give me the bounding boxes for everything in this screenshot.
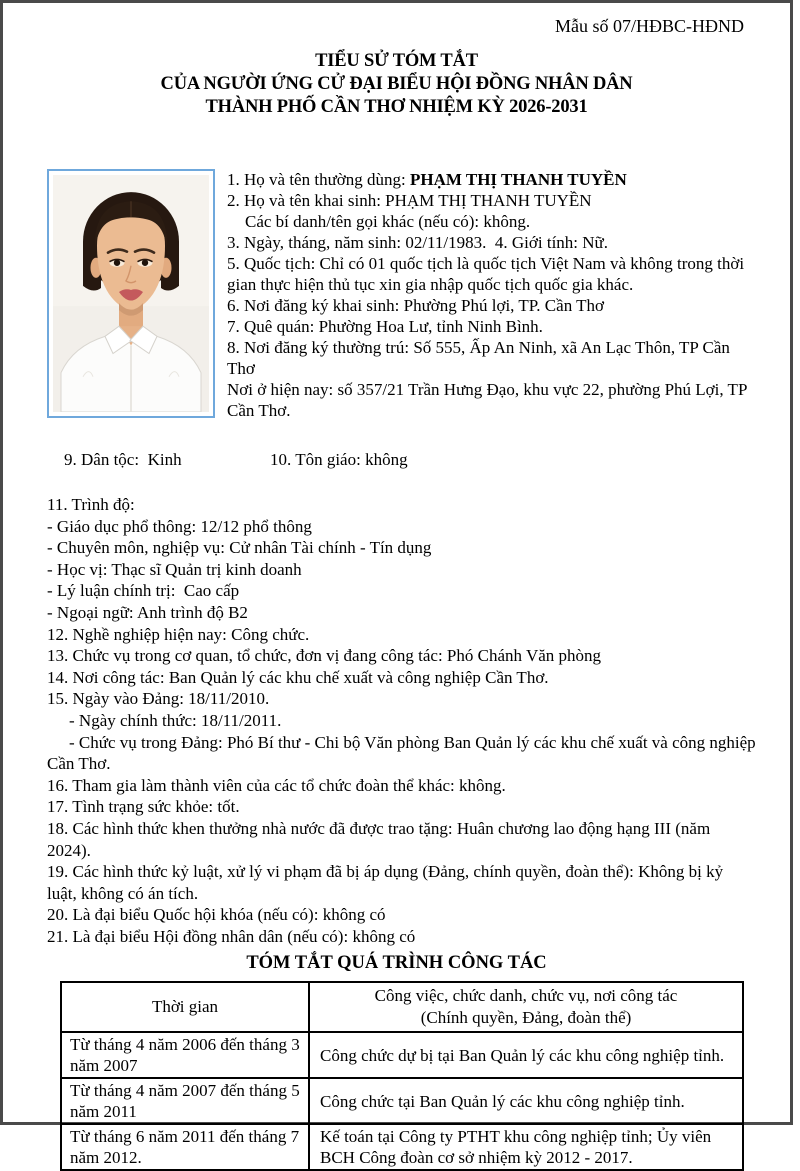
work-period-cell: Từ tháng 6 năm 2011 đến tháng 7 năm 2012. xyxy=(61,1124,309,1170)
work-history-header-row xyxy=(61,982,743,1032)
common-name-value: PHẠM THỊ THANH TUYỀN xyxy=(410,170,627,189)
detail-line: - Giáo dục phổ thông: 12/12 phổ thông xyxy=(47,516,312,536)
photo-frame xyxy=(47,169,215,418)
ethnicity-religion-line xyxy=(47,427,756,493)
religion-item: 10. Tôn giáo: không xyxy=(270,450,408,469)
detail-line: 20. Là đại biểu Quốc hội khóa (nếu có): không có xyxy=(47,905,386,925)
info-item-5: 5. Quốc tịch: Chỉ có 01 quốc tịch là quốc tịch Việt Nam và không trong thời gian thực hiện thủ tục xin gia nhập quốc tịch quốc gia khác. xyxy=(227,254,749,294)
info-item-8-current: Nơi ở hiện nay: số 357/21 Trần Hưng Đạo, khu vực 22, phường Phú Lợi, TP Cần Thơ. xyxy=(227,380,752,420)
work-role-header-line1: Công việc, chức danh, chức vụ, nơi công tác xyxy=(374,986,678,1006)
detail-line: - Chức vụ trong Đảng: Phó Bí thư - Chi bộ Văn phòng Ban Quản lý các khu chế xuất và công nghiệp Cần Thơ. xyxy=(47,732,760,774)
detail-line: 21. Là đại biểu Hội đồng nhân dân (nếu có): không có xyxy=(47,926,416,946)
personal-info xyxy=(227,169,756,421)
detail-line: 11. Trình độ: xyxy=(47,495,135,514)
top-section xyxy=(47,169,756,421)
document-title-line1: TIỂU SỬ TÓM TẮT xyxy=(315,51,478,71)
detail-line: 15. Ngày vào Đảng: 18/11/2010. xyxy=(47,689,270,709)
info-item-2-alias: Các bí danh/tên gọi khác (nếu có): không. xyxy=(245,212,531,231)
detail-line: 16. Tham gia làm thành viên của các tổ chức đoàn thể khác: không. xyxy=(47,775,506,795)
candidate-photo xyxy=(53,175,209,412)
info-item-3-4: 3. Ngày, tháng, năm sinh: 02/11/1983. 4. Giới tính: Nữ. xyxy=(227,233,609,252)
work-time-header: Thời gian xyxy=(61,982,309,1032)
info-item-7: 7. Quê quán: Phường Hoa Lư, tỉnh Ninh Bình. xyxy=(227,317,543,336)
detail-line: 13. Chức vụ trong cơ quan, tổ chức, đơn vị đang công tác: Phó Chánh Văn phòng xyxy=(47,646,602,666)
detail-line: 17. Tình trạng sức khỏe: tốt. xyxy=(47,797,240,817)
ethnicity-item: 9. Dân tộc: Kinh xyxy=(64,450,182,469)
detail-line: 18. Các hình thức khen thưởng nhà nước đã được trao tặng: Huân chương lao động hạng III (năm 2024). xyxy=(47,818,715,860)
info-item-8: 8. Nơi đăng ký thường trú: Số 555, Ấp An Ninh, xã An Lạc Thôn, TP Cần Thơ xyxy=(227,338,734,378)
detail-line: 14. Nơi công tác: Ban Quản lý các khu chế xuất và công nghiệp Cần Thơ. xyxy=(47,667,549,687)
work-history-body xyxy=(61,1032,743,1170)
detail-line: - Ngày chính thức: 18/11/2011. xyxy=(69,710,282,730)
work-history-table xyxy=(60,981,744,1171)
detail-line: - Lý luận chính trị: Cao cấp xyxy=(47,581,240,601)
detail-line: 12. Nghề nghiệp hiện nay: Công chức. xyxy=(47,624,310,644)
info-item-1-label: 1. Họ và tên thường dùng: xyxy=(227,170,410,189)
work-history-row xyxy=(61,1124,743,1170)
form-code: Mẫu số 07/HĐBC-HĐND xyxy=(555,16,744,36)
document-title-line2: CỦA NGƯỜI ỨNG CỬ ĐẠI BIỂU HỘI ĐỒNG NHÂN DÂN xyxy=(160,74,633,94)
work-role-cell: Công chức dự bị tại Ban Quản lý các khu công nghiệp tỉnh. xyxy=(309,1032,743,1078)
work-role-header xyxy=(309,982,743,1032)
detail-line: 19. Các hình thức kỷ luật, xử lý vi phạm đã bị áp dụng (Đảng, chính quyền, đoàn thể): Không bị kỷ luật, không có án tích. xyxy=(47,862,728,903)
work-period-cell: Từ tháng 4 năm 2007 đến tháng 5 năm 2011 xyxy=(61,1078,309,1124)
work-history-row xyxy=(61,1032,743,1078)
work-period-cell: Từ tháng 4 năm 2006 đến tháng 3 năm 2007 xyxy=(61,1032,309,1078)
work-role-cell: Công chức tại Ban Quản lý các khu công nghiệp tỉnh. xyxy=(309,1078,743,1124)
work-role-cell: Kế toán tại Công ty PTHT khu công nghiệp tỉnh; Ủy viên BCH Công đoàn cơ sở nhiệm kỳ 2012 - 2017. xyxy=(309,1124,743,1170)
details-list xyxy=(47,494,760,947)
info-item-2: 2. Họ và tên khai sinh: PHẠM THỊ THANH TUYỀN xyxy=(227,191,592,210)
detail-line: - Ngoại ngữ: Anh trình độ B2 xyxy=(47,602,248,622)
work-history-title: TÓM TẮT QUÁ TRÌNH CÔNG TÁC xyxy=(246,953,547,974)
document-title-line3: THÀNH PHỐ CẦN THƠ NHIỆM KỲ 2026-2031 xyxy=(205,97,588,117)
detail-line: - Học vị: Thạc sĩ Quản trị kinh doanh xyxy=(47,559,302,579)
detail-line: - Chuyên môn, nghiệp vụ: Cử nhân Tài chính - Tín dụng xyxy=(47,538,432,558)
work-role-header-line2: (Chính quyền, Đảng, đoàn thể) xyxy=(420,1008,632,1028)
work-history-row xyxy=(61,1078,743,1124)
info-item-1 xyxy=(227,169,756,190)
document-title xyxy=(3,50,790,119)
info-item-6: 6. Nơi đăng ký khai sinh: Phường Phú lợi, TP. Cần Thơ xyxy=(227,296,605,315)
